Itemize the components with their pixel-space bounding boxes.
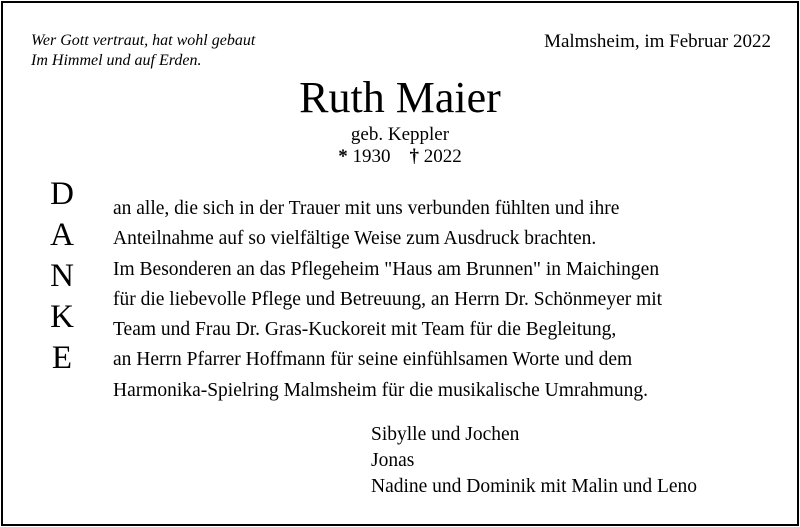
text-line: Team und Frau Dr. Gras-Kuckoreit mit Team für die Begleitung, bbox=[113, 319, 617, 341]
deceased-name: Ruth Maier bbox=[299, 73, 501, 122]
signature-line: Nadine und Dominik mit Malin und Leno bbox=[371, 476, 698, 497]
danke-letter: A bbox=[50, 217, 74, 253]
signature-line: Jonas bbox=[371, 450, 415, 471]
birth-year: 1930 bbox=[352, 146, 391, 167]
text-line: Im Besonderen an das Pflegeheim "Haus am Brunnen" in Maichingen bbox=[113, 258, 660, 280]
motto-line: Im Himmel und auf Erden. bbox=[31, 52, 202, 69]
danke-letter: D bbox=[50, 176, 74, 212]
place-and-date: Malmsheim, im Februar 2022 bbox=[544, 31, 771, 52]
danke-vertical-word bbox=[44, 174, 80, 379]
death-year: 2022 bbox=[423, 146, 462, 167]
danke-letter: N bbox=[50, 258, 74, 294]
signature-line: Sibylle und Jochen bbox=[371, 424, 520, 445]
text-line: für die liebevolle Pflege und Betreuung, an Herrn Dr. Schönmeyer mit bbox=[113, 288, 663, 310]
text-line: Harmonika-Spielring Malmsheim für die musikalische Umrahmung. bbox=[113, 379, 649, 401]
danke-letter: E bbox=[51, 340, 73, 376]
death-cross-icon: † bbox=[409, 146, 419, 167]
text-line: an Herrn Pfarrer Hoffmann für seine einfühlsamen Worte und dem bbox=[113, 349, 633, 371]
thank-you-text bbox=[113, 194, 783, 406]
birth-star-icon: * bbox=[338, 146, 348, 167]
motto-verse bbox=[31, 31, 255, 71]
text-line: an alle, die sich in der Trauer mit uns verbunden fühlten und ihre bbox=[113, 198, 620, 219]
family-signatures bbox=[371, 422, 697, 500]
life-dates bbox=[0, 145, 800, 169]
text-line: Anteilnahme auf so vielfältige Weise zum Ausdruck brachten. bbox=[113, 228, 597, 250]
motto-line: Wer Gott vertraut, hat wohl gebaut bbox=[31, 32, 256, 49]
danke-letter: K bbox=[50, 299, 74, 335]
maiden-name: geb. Keppler bbox=[350, 124, 450, 145]
